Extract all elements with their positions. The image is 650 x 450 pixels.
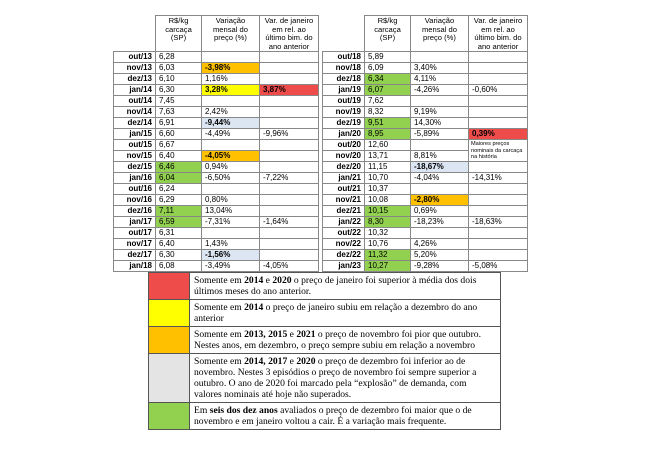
record-price-note: Maiores preços nominais da carcaça na história (469, 140, 528, 162)
month-label: dez/19 (323, 118, 365, 129)
legend-color-swatch (149, 300, 190, 327)
table-header-row (323, 16, 528, 52)
monthly-variation-cell (411, 228, 469, 239)
legend-row (149, 403, 501, 430)
january-variation-cell (260, 184, 319, 195)
price-cell: 6,46 (156, 162, 202, 173)
legend-row (149, 354, 501, 403)
legend-text-fragment: Somente em (194, 356, 245, 367)
legend-text-fragment: e (263, 275, 273, 286)
month-label: jan/20 (323, 129, 365, 140)
price-cell: 12,60 (365, 140, 411, 151)
table-row (323, 261, 528, 272)
january-variation-cell (260, 118, 319, 129)
table-row (323, 217, 528, 228)
january-variation-cell (260, 74, 319, 85)
table-row (114, 250, 319, 261)
price-cell: 6,10 (156, 74, 202, 85)
table-row (114, 107, 319, 118)
january-variation-cell: -5,08% (469, 261, 528, 272)
table-row (323, 228, 528, 239)
monthly-variation-cell: -4,04% (411, 173, 469, 184)
legend-color-swatch (149, 327, 190, 354)
legend-text-fragment: 2020 (272, 275, 292, 286)
table-row (114, 261, 319, 272)
monthly-variation-cell: 4,11% (411, 74, 469, 85)
monthly-variation-cell: -1,56% (202, 250, 260, 261)
price-cell: 6,03 (156, 63, 202, 74)
january-variation-cell: -18,63% (469, 217, 528, 228)
price-cell: 11,15 (365, 162, 411, 173)
price-cell: 7,62 (365, 96, 411, 107)
january-variation-cell (260, 206, 319, 217)
month-label: out/14 (114, 96, 156, 107)
price-cell: 7,11 (156, 206, 202, 217)
month-label: out/21 (323, 184, 365, 195)
month-label: out/17 (114, 228, 156, 239)
january-variation-cell (469, 206, 528, 217)
table-row (323, 250, 528, 261)
month-label: dez/14 (114, 118, 156, 129)
legend-text-fragment: e (287, 356, 297, 367)
price-cell: 11,32 (365, 250, 411, 261)
legend-text-fragment: 2014, 2017 (244, 356, 288, 367)
price-cell: 6,91 (156, 118, 202, 129)
month-label: nov/13 (114, 63, 156, 74)
monthly-variation-cell: 8,81% (411, 151, 469, 162)
left-table-body (114, 52, 319, 272)
table-row (323, 195, 528, 206)
price-cell: 9,51 (365, 118, 411, 129)
legend-body (149, 273, 501, 430)
table-row (114, 118, 319, 129)
table-row (114, 85, 319, 96)
month-label: jan/19 (323, 85, 365, 96)
monthly-variation-cell: -9,44% (202, 118, 260, 129)
january-variation-cell: -1,64% (260, 217, 319, 228)
month-label: dez/21 (323, 206, 365, 217)
month-label: out/18 (323, 52, 365, 63)
legend-text-fragment: Somente em (194, 275, 245, 286)
january-variation-cell: -7,22% (260, 173, 319, 184)
january-variation-cell (469, 63, 528, 74)
month-label: out/15 (114, 140, 156, 151)
legend-text-fragment: o preço de dezembro foi inferior ao de novembro. Nestes 3 episódios o preço de novembro foi sempre superior a outubro. O ano de 2020 foi marcado pela “explosão” de demanda, com valores nominais até hoje não superados. (194, 356, 477, 400)
table-row (114, 162, 319, 173)
price-cell: 6,34 (365, 74, 411, 85)
legend-row (149, 300, 501, 327)
table-row (114, 239, 319, 250)
january-variation-cell (260, 151, 319, 162)
month-label: nov/15 (114, 151, 156, 162)
price-cell: 10,70 (365, 173, 411, 184)
table-row (323, 162, 528, 173)
january-variation-cell (260, 63, 319, 74)
month-label: nov/17 (114, 239, 156, 250)
january-variation-cell (469, 195, 528, 206)
legend-row (149, 327, 501, 354)
monthly-variation-cell: 9,19% (411, 107, 469, 118)
monthly-variation-cell: -7,31% (202, 217, 260, 228)
legend-text-fragment: 2014 (244, 275, 264, 286)
month-label: nov/22 (323, 239, 365, 250)
legend-text (190, 300, 501, 327)
january-variation-cell (260, 162, 319, 173)
monthly-variation-cell: -18,23% (411, 217, 469, 228)
monthly-variation-cell: -4,49% (202, 129, 260, 140)
legend-text-fragment: Somente em (194, 329, 245, 340)
january-variation-cell (469, 118, 528, 129)
monthly-variation-cell: -4,05% (202, 151, 260, 162)
table-row (323, 96, 528, 107)
month-label: out/20 (323, 140, 365, 151)
january-variation-cell (260, 140, 319, 151)
month-label: nov/16 (114, 195, 156, 206)
january-variation-cell (469, 162, 528, 173)
month-label: out/22 (323, 228, 365, 239)
month-label: dez/17 (114, 250, 156, 261)
price-cell: 8,32 (365, 107, 411, 118)
monthly-variation-cell: -3,98% (202, 63, 260, 74)
monthly-variation-cell: 0,80% (202, 195, 260, 206)
monthly-variation-cell: 4,26% (411, 239, 469, 250)
price-cell: 6,30 (156, 250, 202, 261)
monthly-variation-cell: -2,80% (411, 195, 469, 206)
price-cell: 6,31 (156, 228, 202, 239)
price-cell: 6,08 (156, 261, 202, 272)
monthly-variation-cell: 1,16% (202, 74, 260, 85)
monthly-variation-cell (202, 184, 260, 195)
price-cell: 6,40 (156, 151, 202, 162)
legend-text-fragment: o preço de janeiro foi superior à média dos dois últimos meses do ano anterior. (194, 275, 477, 297)
price-cell: 6,59 (156, 217, 202, 228)
month-label: jan/14 (114, 85, 156, 96)
legend-text-fragment: e (287, 329, 297, 340)
table-row (114, 63, 319, 74)
month-label: dez/18 (323, 74, 365, 85)
monthly-variation-cell: 3,28% (202, 85, 260, 96)
legend-text-fragment: 2021 (296, 329, 316, 340)
table-row (323, 140, 528, 151)
table-row (323, 74, 528, 85)
monthly-variation-cell: -4,26% (411, 85, 469, 96)
month-label: jan/15 (114, 129, 156, 140)
table-row (114, 129, 319, 140)
monthly-variation-cell (411, 140, 469, 151)
month-label: dez/13 (114, 74, 156, 85)
monthly-variation-cell (411, 184, 469, 195)
header-monthly-variation: Variação mensal do preço (%) (411, 16, 469, 52)
january-variation-cell: -14,31% (469, 173, 528, 184)
monthly-variation-cell (202, 228, 260, 239)
price-cell: 6,28 (156, 52, 202, 63)
monthly-variation-cell: -6,50% (202, 173, 260, 184)
monthly-variation-cell: 13,04% (202, 206, 260, 217)
month-label: dez/16 (114, 206, 156, 217)
table-row (323, 107, 528, 118)
price-cell: 10,08 (365, 195, 411, 206)
january-variation-cell (469, 228, 528, 239)
monthly-variation-cell (202, 140, 260, 151)
legend-text-fragment: Somente em (194, 302, 245, 313)
legend-text-fragment: o preço de janeiro subiu em relação a dezembro do ano anterior (194, 302, 478, 324)
month-label: out/19 (323, 96, 365, 107)
legend-text-fragment: 2013, 2015 (244, 329, 288, 340)
monthly-variation-cell: 2,42% (202, 107, 260, 118)
monthly-variation-cell (202, 96, 260, 107)
month-label: out/13 (114, 52, 156, 63)
month-label: jan/23 (323, 261, 365, 272)
price-cell: 6,24 (156, 184, 202, 195)
header-price: R$/kg carcaça (SP) (365, 16, 411, 52)
price-cell: 6,09 (365, 63, 411, 74)
legend-text (190, 273, 501, 300)
price-cell: 6,07 (365, 85, 411, 96)
header-corner (323, 16, 365, 52)
month-label: nov/14 (114, 107, 156, 118)
table-row (323, 52, 528, 63)
table-row (114, 195, 319, 206)
monthly-variation-cell (411, 52, 469, 63)
month-label: jan/17 (114, 217, 156, 228)
table-row (114, 184, 319, 195)
price-cell: 7,45 (156, 96, 202, 107)
price-cell: 8,30 (365, 217, 411, 228)
table-row (323, 206, 528, 217)
monthly-variation-cell (411, 96, 469, 107)
price-cell: 10,15 (365, 206, 411, 217)
monthly-variation-cell: 1,43% (202, 239, 260, 250)
price-cell: 6,30 (156, 85, 202, 96)
price-cell: 10,76 (365, 239, 411, 250)
month-label: jan/22 (323, 217, 365, 228)
legend-text (190, 403, 501, 430)
left-price-table (113, 15, 319, 272)
january-variation-cell (260, 96, 319, 107)
january-variation-cell (469, 107, 528, 118)
monthly-variation-cell: 5,20% (411, 250, 469, 261)
table-row (323, 184, 528, 195)
table-row (323, 118, 528, 129)
table-row (323, 85, 528, 96)
price-cell: 10,32 (365, 228, 411, 239)
table-row (114, 173, 319, 184)
legend-text-fragment: seis dos dez anos (209, 405, 278, 416)
legend-color-swatch (149, 403, 190, 430)
january-variation-cell (260, 52, 319, 63)
header-january-variation: Var. de janeiro em rel. ao último bim. do ano anterior (260, 16, 319, 52)
monthly-variation-cell (202, 52, 260, 63)
month-label: nov/19 (323, 107, 365, 118)
month-label: dez/15 (114, 162, 156, 173)
right-price-table (322, 15, 528, 272)
price-cell: 10,37 (365, 184, 411, 195)
table-row (114, 96, 319, 107)
table-row (323, 63, 528, 74)
table-row (114, 206, 319, 217)
legend-text-fragment: Em (194, 405, 210, 416)
january-variation-cell: -9,96% (260, 129, 319, 140)
price-cell: 13,71 (365, 151, 411, 162)
january-variation-cell (469, 96, 528, 107)
header-monthly-variation: Variação mensal do preço (%) (202, 16, 260, 52)
legend-color-swatch (149, 354, 190, 403)
january-variation-cell: -4,05% (260, 261, 319, 272)
january-variation-cell: 0,39% (469, 129, 528, 140)
january-variation-cell (260, 228, 319, 239)
monthly-variation-cell: -9,28% (411, 261, 469, 272)
table-header-row (114, 16, 319, 52)
table-row (114, 140, 319, 151)
price-cell: 6,67 (156, 140, 202, 151)
table-row (323, 129, 528, 140)
january-variation-cell (469, 250, 528, 261)
price-cell: 6,40 (156, 239, 202, 250)
table-row (323, 173, 528, 184)
legend-row (149, 273, 501, 300)
header-price: R$/kg carcaça (SP) (156, 16, 202, 52)
monthly-variation-cell: -3,49% (202, 261, 260, 272)
price-cell: 6,60 (156, 129, 202, 140)
january-variation-cell (260, 250, 319, 261)
monthly-variation-cell: 14,30% (411, 118, 469, 129)
legend-text-fragment: 2020 (296, 356, 316, 367)
monthly-variation-cell: -5,89% (411, 129, 469, 140)
month-label: jan/18 (114, 261, 156, 272)
price-cell: 10,27 (365, 261, 411, 272)
january-variation-cell: 3,87% (260, 85, 319, 96)
price-cell: 6,04 (156, 173, 202, 184)
legend-text (190, 327, 501, 354)
month-label: nov/20 (323, 151, 365, 162)
january-variation-cell (469, 52, 528, 63)
monthly-variation-cell: -18,67% (411, 162, 469, 173)
january-variation-cell: -0,60% (469, 85, 528, 96)
price-cell: 7,63 (156, 107, 202, 118)
legend-text-fragment: o preço de novembro foi pior que outubro. Nestes anos, em dezembro, o preço sempre subiu em relação a novembro (194, 329, 481, 351)
monthly-variation-cell: 0,69% (411, 206, 469, 217)
table-row (114, 228, 319, 239)
price-cell: 5,89 (365, 52, 411, 63)
month-label: dez/22 (323, 250, 365, 261)
january-variation-cell (260, 107, 319, 118)
legend-color-swatch (149, 273, 190, 300)
table-row (114, 74, 319, 85)
january-variation-cell (469, 74, 528, 85)
month-label: dez/20 (323, 162, 365, 173)
monthly-variation-cell: 3,40% (411, 63, 469, 74)
price-cell: 8,95 (365, 129, 411, 140)
right-table-body (323, 52, 528, 272)
month-label: jan/21 (323, 173, 365, 184)
january-variation-cell (469, 184, 528, 195)
legend-text-fragment: 2014 (244, 302, 264, 313)
color-legend (148, 272, 501, 430)
month-label: jan/16 (114, 173, 156, 184)
january-variation-cell (260, 239, 319, 250)
month-label: nov/21 (323, 195, 365, 206)
header-january-variation: Var. de janeiro em rel. ao último bim. do ano anterior (469, 16, 528, 52)
table-row (114, 52, 319, 63)
legend-text-fragment: avaliados o preço de dezembro foi maior que o de novembro e em janeiro voltou a cair. É a variação mais frequente. (194, 405, 472, 427)
january-variation-cell (469, 239, 528, 250)
legend-text (190, 354, 501, 403)
monthly-variation-cell: 0,94% (202, 162, 260, 173)
price-cell: 6,29 (156, 195, 202, 206)
table-row (114, 217, 319, 228)
month-label: out/16 (114, 184, 156, 195)
january-variation-cell (260, 195, 319, 206)
month-label: nov/18 (323, 63, 365, 74)
header-corner (114, 16, 156, 52)
table-row (323, 239, 528, 250)
table-row (114, 151, 319, 162)
